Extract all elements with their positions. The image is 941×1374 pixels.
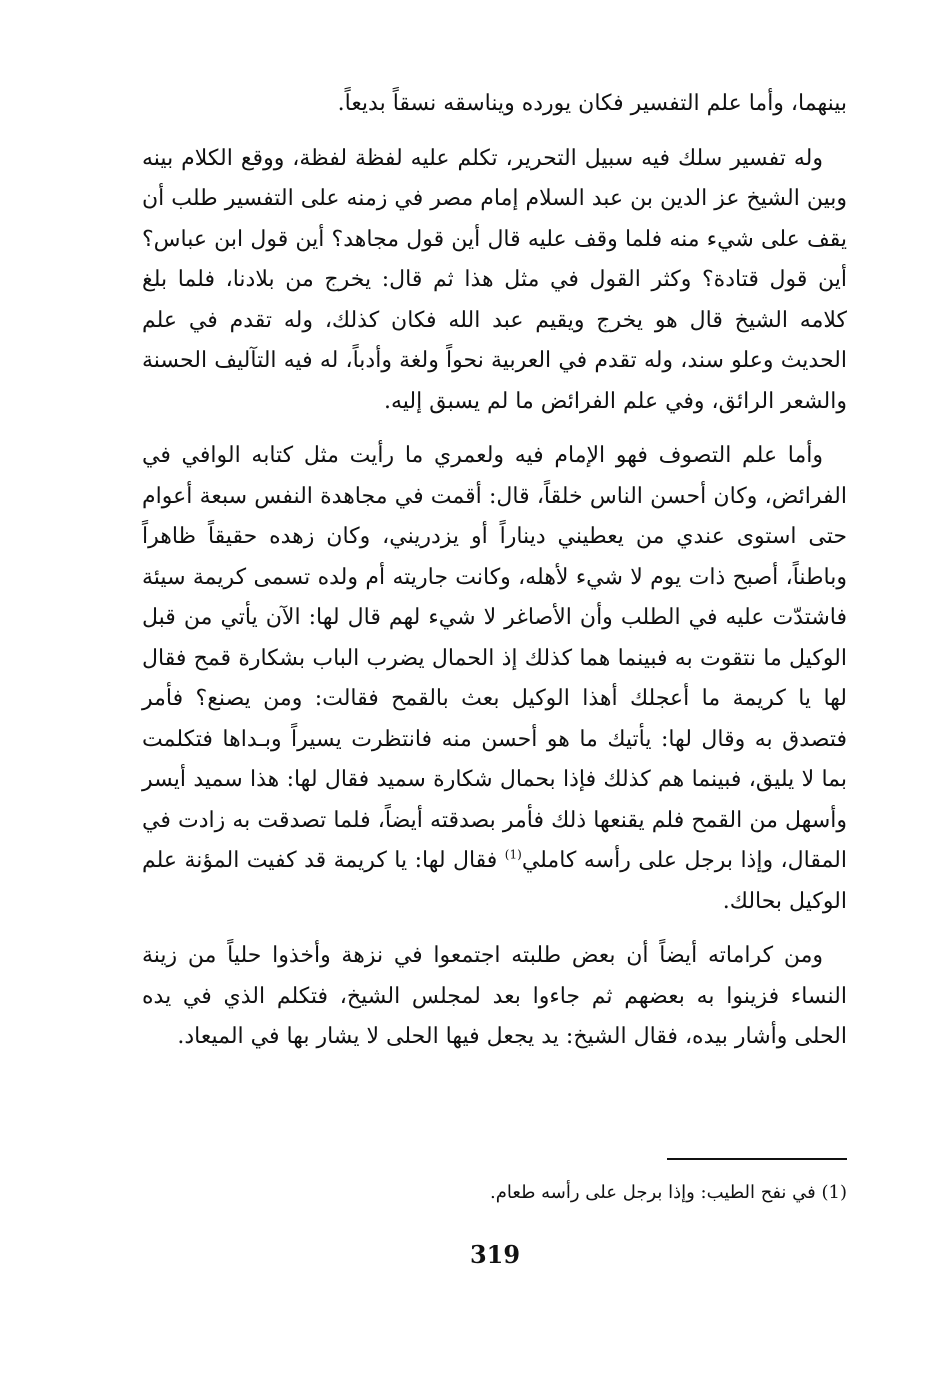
- paragraph-4: ومن كراماته أيضاً أن بعض طلبته اجتمعوا في نزهة وأخذوا حلياً من زينة النساء فزينوا به بعضهم ثم جاءوا بعد لمجلس الشيخ، فتكلم الذي في يده الحلى وأشار بيده، فقال الشيخ: يد يجعل فيها الحلى لا يشار بها في الميعاد.: [142, 943, 847, 1049]
- paragraph-1: بينهما، وأما علم التفسير فكان يورده ويناسقه نسقاً بديعاً.: [337, 91, 847, 116]
- main-text: [142, 84, 847, 1058]
- footnote-reference: (1): [504, 847, 522, 862]
- page-number: 319: [469, 1240, 521, 1269]
- paragraph-3-ending: فقال لها: يا كريمة قد كفيت المؤنة علم الوكيل بحالك.: [142, 848, 847, 914]
- paragraph-3-text: وأما علم التصوف فهو الإمام فيه ولعمري ما رأيت مثل كتابه الوافي في الفرائض، وكان أحسن الناس خلقاً، قال: أقمت في مجاهدة النفس سبعة أعوام حتى استوى عندي من يعطيني ديناراً أو يزدريني، وكان زهده حقيقاً ظاهراً وباطناً، أصبح ذات يوم لا شيء لأهله، وكانت جاريته أم ولده تسمى كريمة سيئة فاشتدّت عليه في الطلب وأن الأصاغر لا شيء لهم قال لها: الآن يأتي من قبل الوكيل ما نتقوت به فبينما هما كذلك إذ الحمال يضرب الباب بشكارة قمح فقال لها يا كريمة ما أعجلك أهذا الوكيل بعث بالقمح فقالت: ومن يصنع؟ فأمر فتصدق به وقال لها: يأتيك ما هو أحسن منه فانتظرت يسيراً وبـداها فتكلمت بما لا يليق، فبينما هم كذلك فإذا بحمال شكارة سميد فقال لها: هذا سميد أيسر وأسهل من القمح فلم يقنعها ذلك فأمر بصدقته أيضاً، فلما تصدقت به زادت في المقال، وإذا برجل على رأسه كاملي: [142, 443, 847, 873]
- paragraph-3: [142, 436, 847, 922]
- footnote: (1) في نفح الطيب: وإذا برجل على رأسه طعام.: [490, 1182, 847, 1203]
- footnote-divider: [667, 1158, 847, 1160]
- paragraph-2: وله تفسير سلك فيه سبيل التحرير، تكلم عليه لفظة لفظة، ووقع الكلام بينه وبين الشيخ عز الدين بن عبد السلام إمام مصر في زمنه على التفسير طلب أن يقف على شيء منه فلما وقف عليه قال أين قول مجاهد؟ أين قول ابن عباس؟ أين قول قتادة؟ وكثر القول في مثل هذا ثم قال: يخرج من بلادنا، فلما بلغ كلامه الشيخ قال هو يخرج ويقيم عبد الله فكان كذلك، وله تقدم في علم الحديث وعلو سند، وله تقدم في العربية نحواً ولغة وأدباً، له فيه التآليف الحسنة والشعر الرائق، وفي علم الفرائض ما لم يسبق إليه.: [142, 145, 847, 414]
